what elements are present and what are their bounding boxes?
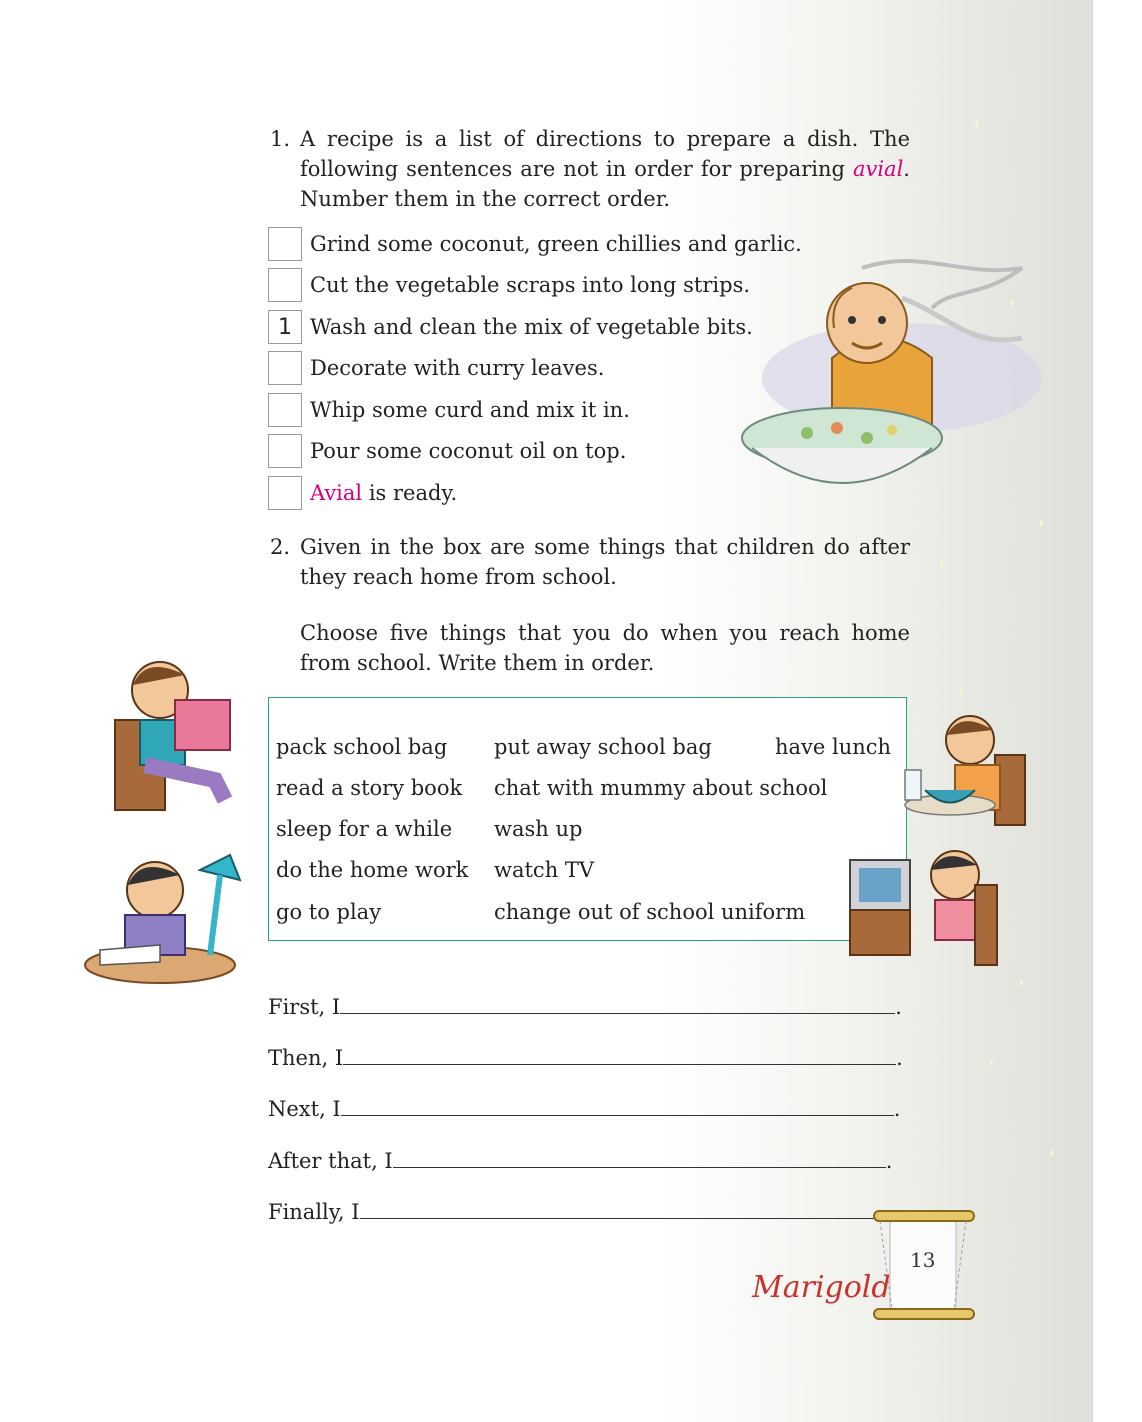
sparkle-decoration: [940, 560, 943, 566]
question-number: 2.: [270, 535, 291, 559]
question-1: [270, 124, 910, 214]
answer-blank[interactable]: [341, 1095, 894, 1116]
answer-prompt: After that, I: [268, 1149, 393, 1173]
boy-having-lunch-illustration: [895, 705, 1033, 835]
sparkle-decoration: [990, 1060, 993, 1066]
activity-item: read a story book: [276, 776, 463, 800]
activity-item: do the home work: [276, 858, 469, 882]
page-number: 13: [910, 1248, 936, 1272]
step-text: Decorate with curry leaves.: [310, 356, 605, 380]
dish-name: Avial: [310, 481, 363, 505]
activity-item: sleep for a while: [276, 817, 453, 841]
answer-prompt: First, I: [268, 995, 341, 1019]
sparkle-decoration: [1020, 980, 1023, 986]
book-brand-logo: Marigold: [752, 1270, 891, 1305]
order-number-box[interactable]: [268, 351, 302, 385]
sparkle-decoration: [1050, 1150, 1053, 1156]
question-2-instruction: [270, 618, 910, 678]
question-text: Given in the box are some things that children do after they reach home from school.: [300, 535, 910, 589]
answer-prompt: Then, I: [268, 1046, 344, 1070]
question-number: 1.: [270, 127, 291, 151]
question-text: Choose five things that you do when you reach home from school. Write them in order.: [300, 621, 910, 675]
order-number-box[interactable]: 1: [268, 310, 302, 344]
answer-blank[interactable]: [343, 1044, 896, 1065]
answer-line: [268, 1197, 891, 1227]
question-2: [270, 532, 910, 592]
sparkle-decoration: [1040, 520, 1043, 526]
question-text-part: A recipe is a list of directions to prepare a dish. The following sentences are not in order for preparing: [300, 127, 910, 181]
activity-item: wash up: [494, 817, 583, 841]
chef-smelling-dish-illustration: [722, 238, 1044, 518]
answer-prompt: Next, I: [268, 1097, 341, 1121]
activity-item: have lunch: [775, 735, 892, 759]
order-number-box[interactable]: [268, 268, 302, 302]
step-text: Grind some coconut, green chillies and garlic.: [310, 232, 802, 256]
activity-item: change out of school uniform: [494, 900, 806, 924]
answer-blank[interactable]: [393, 1147, 886, 1168]
step-text: [310, 476, 457, 510]
activity-item: pack school bag: [276, 735, 448, 759]
step-text: Pour some coconut oil on top.: [310, 439, 627, 463]
period: .: [896, 1046, 903, 1070]
order-number-box[interactable]: [268, 434, 302, 468]
page-edge: [1092, 0, 1142, 1422]
step-text: Whip some curd and mix it in.: [310, 398, 630, 422]
boy-doing-homework-illustration: [80, 850, 245, 985]
order-number-box[interactable]: [268, 393, 302, 427]
activity-item: watch TV: [494, 858, 595, 882]
question-text-part: . Number them in the correct order.: [300, 157, 910, 211]
dish-name: avial: [852, 157, 904, 181]
answer-line: [268, 1094, 900, 1124]
boy-reading-book-illustration: [105, 650, 245, 825]
activity-word-box: [268, 697, 907, 941]
period: .: [895, 995, 902, 1019]
sparkle-decoration: [975, 120, 978, 126]
boy-watching-tv-illustration: [845, 840, 1005, 970]
question-text: [270, 124, 910, 214]
order-number-box[interactable]: [268, 227, 302, 261]
answer-line: [268, 1043, 903, 1073]
answer-blank[interactable]: [340, 993, 895, 1014]
step-text-part: is ready.: [362, 481, 458, 505]
period: .: [885, 1149, 893, 1173]
activity-item: put away school bag: [494, 735, 712, 759]
activity-item: chat with mummy about school: [494, 776, 828, 800]
step-text: Cut the vegetable scraps into long strips.: [310, 273, 751, 297]
step-text: Wash and clean the mix of vegetable bits.: [310, 315, 753, 339]
answer-line: [268, 1146, 892, 1176]
period: .: [893, 1097, 901, 1121]
sparkle-decoration: [960, 690, 963, 696]
answer-prompt: Finally, I: [268, 1200, 360, 1224]
answer-line: [268, 992, 902, 1022]
order-number-box[interactable]: [268, 476, 302, 510]
activity-item: go to play: [276, 900, 382, 924]
answer-blank[interactable]: [360, 1198, 885, 1219]
